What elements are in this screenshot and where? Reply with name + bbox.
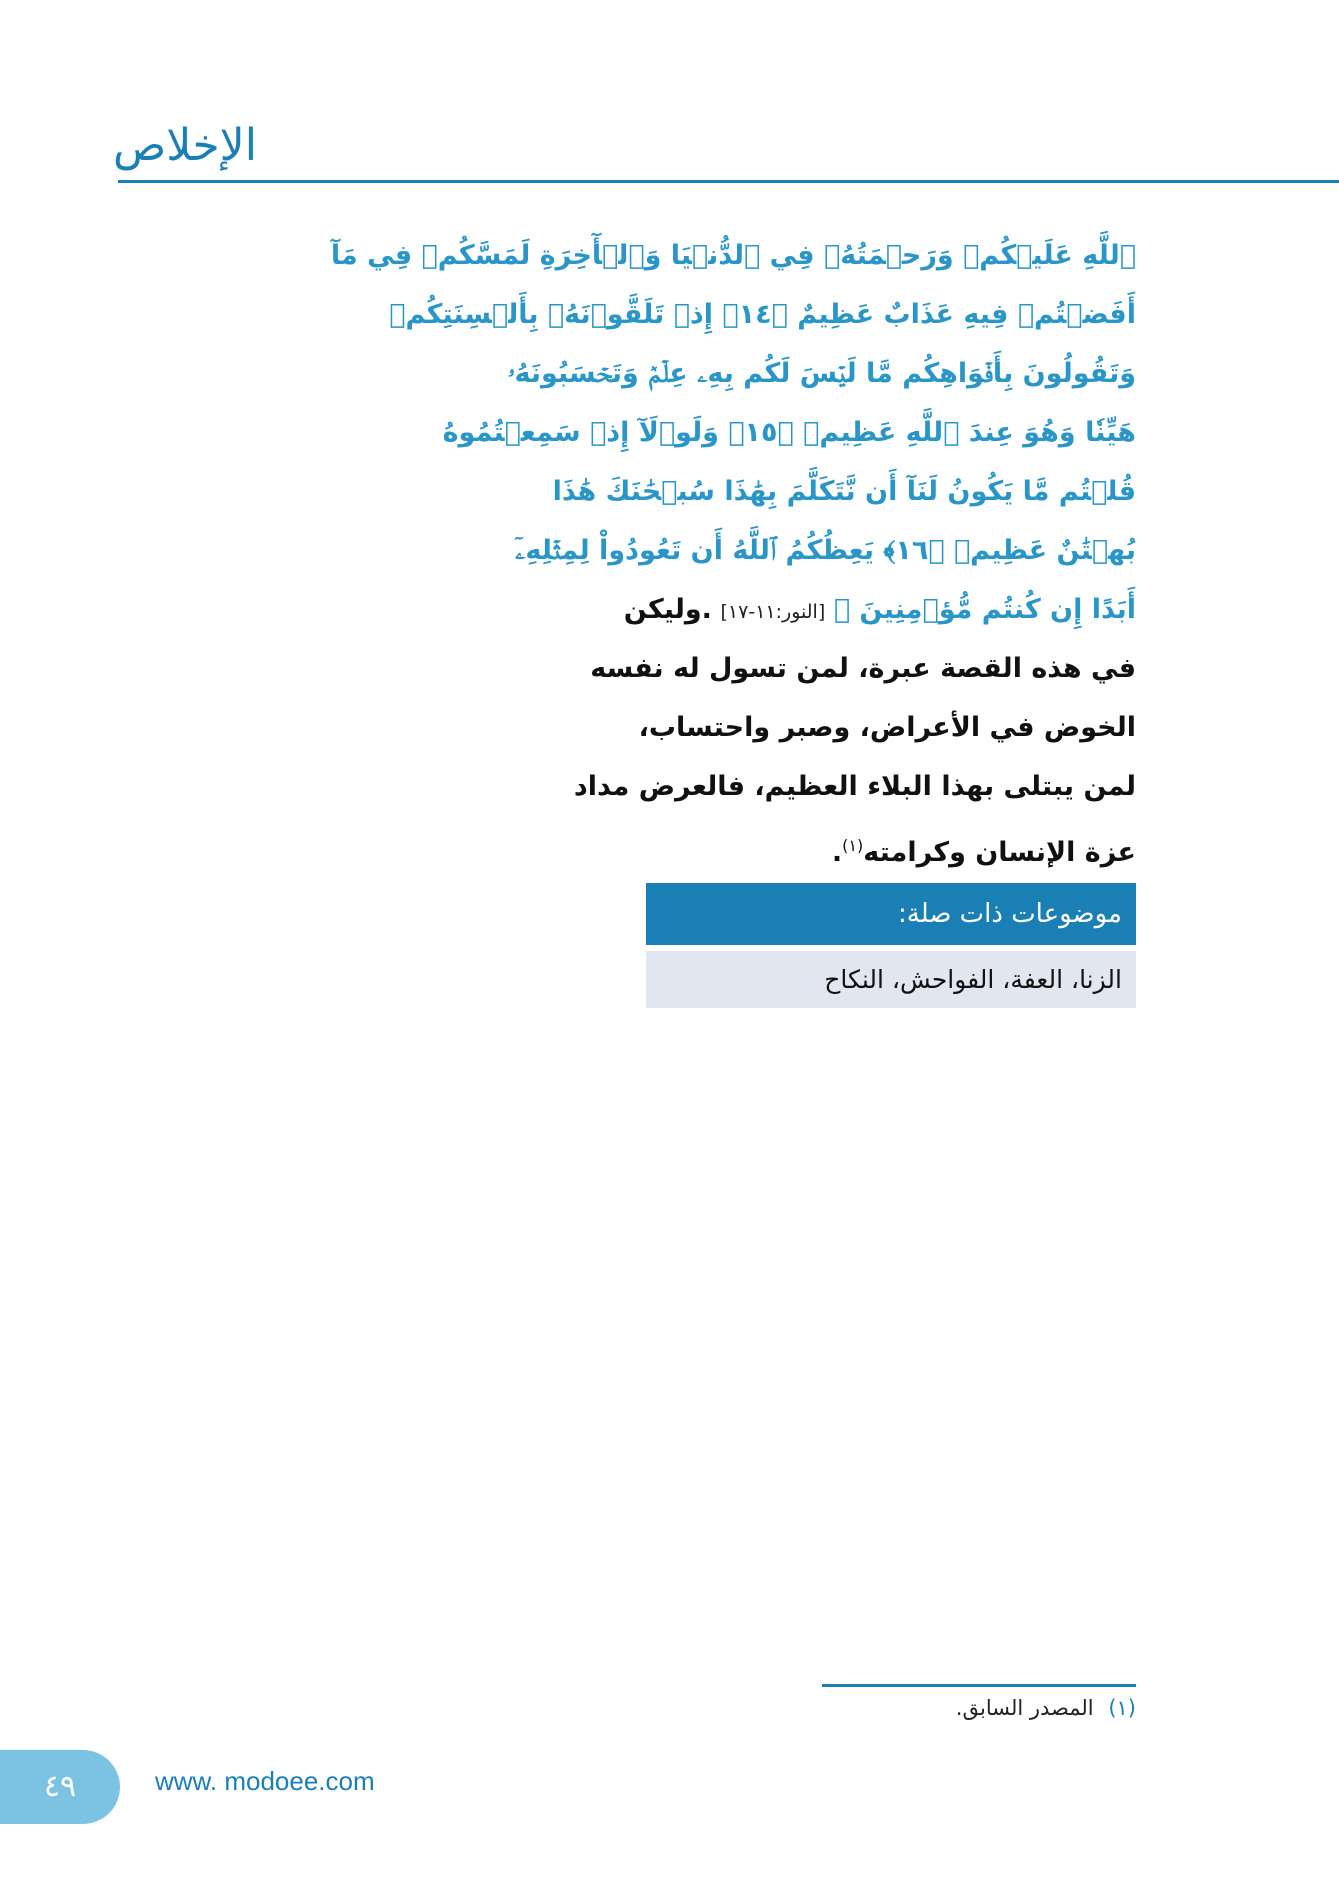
quran-line: قُلۡتُم مَّا يَكُونُ لَنَآ أَن نَّتَكَلَّمَ بِهَٰذَا سُبۡحَٰنَكَ هَٰذَا xyxy=(552,476,1136,507)
header-divider xyxy=(118,180,1339,183)
footnote-reference[interactable]: (١) xyxy=(842,836,864,855)
quran-line: هَيِّنٗا وَهُوَ عِندَ ٱللَّهِ عَظِيمٞ ﴿١٥﴾ وَلَوۡلَآ إِذۡ سَمِعۡتُمُوهُ xyxy=(442,417,1136,448)
body-line-last xyxy=(646,816,1136,875)
website-link[interactable]: www. modoee.com xyxy=(155,1766,375,1796)
footnote xyxy=(822,1696,1136,1720)
main-text xyxy=(330,226,1136,875)
body-fragment: .وليكن xyxy=(623,594,712,625)
verse-reference: [النور:١١-١٧] xyxy=(720,601,826,623)
body-line: في هذه القصة عبرة، لمن تسول له نفسه xyxy=(590,653,1136,684)
body-fragment: عزة الإنسان وكرامته xyxy=(863,837,1136,868)
period: . xyxy=(831,837,843,868)
page-number: ٤٩ xyxy=(0,1750,120,1824)
related-topics-heading: موضوعات ذات صلة: xyxy=(646,883,1136,945)
chapter-title: الإخلاص xyxy=(113,120,257,171)
body-line: لمن يبتلى بهذا البلاء العظيم، فالعرض مداد xyxy=(573,771,1136,802)
quran-line: بُهۡتَٰنٌ عَظِيمٞ ﴿١٦﴾ يَعِظُكُمُ ٱللَّهُ أَن تَعُودُواْ لِمِثۡلِهِۦٓ xyxy=(515,535,1136,566)
related-topics-list[interactable]: الزنا، العفة، الفواحش، النكاح xyxy=(646,951,1136,1008)
body-line: الخوض في الأعراض، وصبر واحتساب، xyxy=(638,712,1136,743)
footnote-text: المصدر السابق. xyxy=(955,1696,1094,1720)
footnote-number: (١) xyxy=(1108,1696,1136,1720)
quran-closing-line xyxy=(623,580,1136,639)
quran-fragment: أَبَدًا إِن كُنتُم مُّؤۡمِنِينَ ﴾ xyxy=(833,594,1136,625)
footnote-divider xyxy=(822,1684,1136,1687)
quran-line: ٱللَّهِ عَلَيۡكُمۡ وَرَحۡمَتُهُۥ فِي ٱلدُّنۡيَا وَٱلۡأٓخِرَةِ لَمَسَّكُمۡ فِي مَآ xyxy=(330,240,1136,271)
quran-line: وَتَقُولُونَ بِأَفۡوَاهِكُم مَّا لَيۡسَ لَكُم بِهِۦ عِلۡمٞ وَتَحۡسَبُونَهُۥ xyxy=(507,358,1136,389)
quran-line: أَفَضۡتُمۡ فِيهِ عَذَابٌ عَظِيمٌ ﴿١٤﴾ إِذۡ تَلَقَّوۡنَهُۥ بِأَلۡسِنَتِكُمۡ xyxy=(389,299,1136,330)
